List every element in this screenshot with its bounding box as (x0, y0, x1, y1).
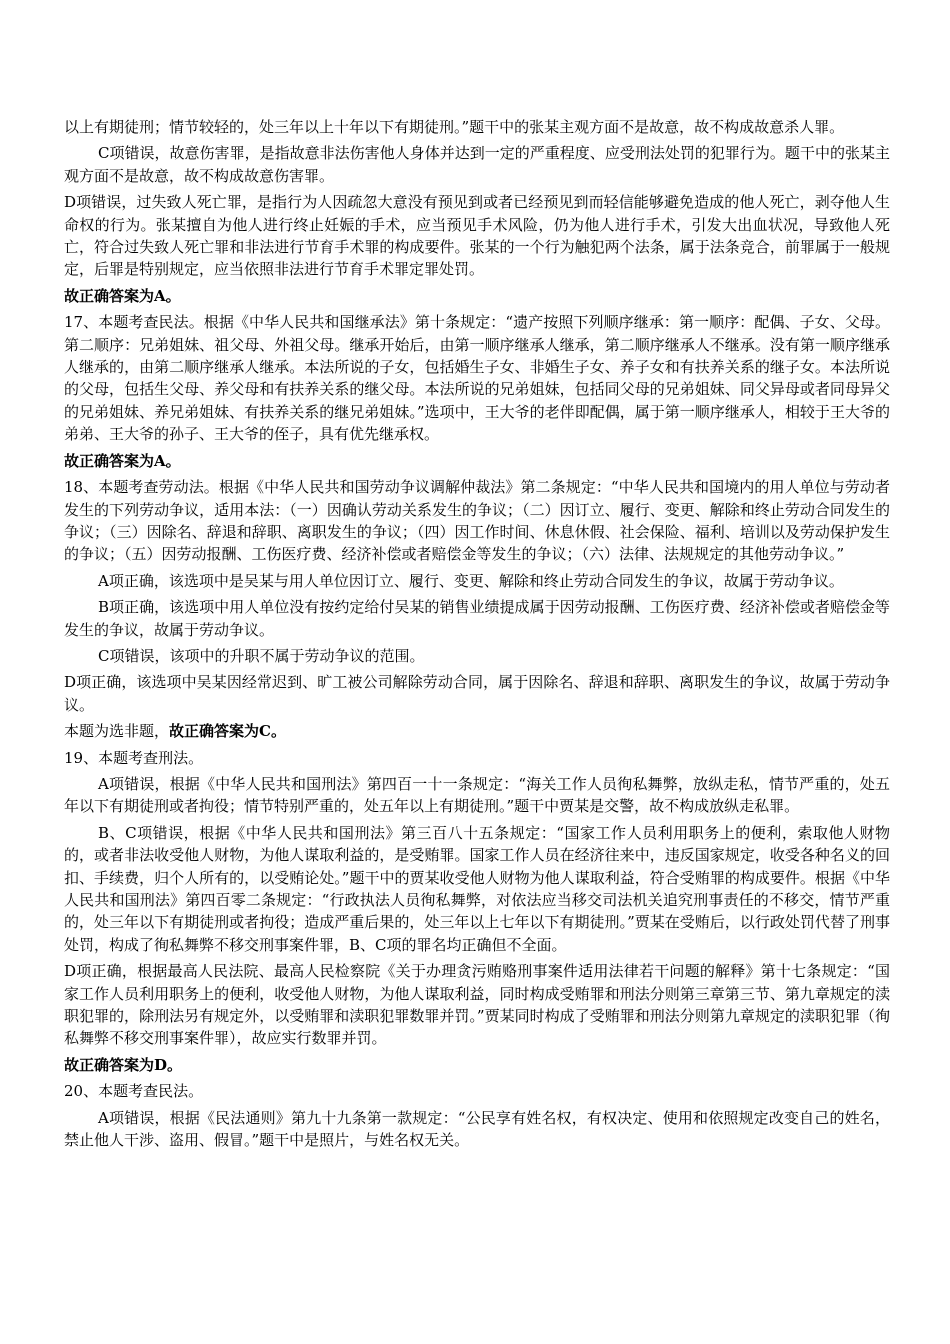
paragraph-19a: A项错误，根据《中华人民共和国刑法》第四百一十一条规定：“海关工作人员徇私舞弊，放纵走私，情节严重的，处五年以下有期徒刑或者拘役；情节特别严重的，处五年以上有期徒刑。”题干中贾某是交警，故不构成放纵走私罪。 (64, 774, 890, 816)
answer-18-text: 故正确答案为C。 (169, 722, 286, 741)
paragraph-18c: C项错误，该项中的升职不属于劳动争议的范围。 (98, 646, 425, 665)
paragraph-19d: D项正确，根据最高人民法院、最高人民检察院《关于办理贪污贿赂刑事案件适用法律若干问题的解释》第十七条规定：“国家工作人员利用职务上的便利，收受他人财物，为他人谋取利益，同时构成受贿罪和刑法分则第三章第三节、第九章规定的渎职犯罪的，除刑法另有规定外，以受贿罪和渎职犯罪数罪并罚。”贾某同时构成了受贿罪和刑法分则第九章规定的渎职犯罪（徇私舞弊不移交刑事案件罪），故应实行数罪并罚。 (64, 962, 890, 1048)
paragraph-18d: D项正确，该选项中吴某因经常迟到、旷工被公司解除劳动合同，属于因除名、辞退和辞职、离职发生的争议，故属于劳动争议。 (64, 673, 890, 714)
paragraph-17: 17、本题考查民法。根据《中华人民共和国继承法》第十条规定：“遗产按照下列顺序继承：第一顺序：配偶、子女、父母。第二顺序：兄弟姐妹、祖父母、外祖父母。继承开始后，由第一顺序继承人继承，第二顺序继承人不继承。没有第一顺序继承人继承的，由第二顺序继承人继承。本法所说的子女，包括婚生子女、非婚生子女、养子女和有扶养关系的继子女。本法所说的父母，包括生父母、养父母和有扶养关系的继父母。本法所说的兄弟姐妹，包括同父母的兄弟姐妹、同父异母或者同母异父的兄弟姐妹、养兄弟姐妹、有扶养关系的继兄弟姐妹。”选项中，王大爷的老伴即配偶，属于第一顺序继承人，相较于王大爷的弟弟、王大爷的孙子、王大爷的侄子，具有优先继承权。 (64, 313, 890, 444)
paragraph-20a: A项错误，根据《民法通则》第九十九条第一款规定：“公民享有姓名权，有权决定、使用和依照规定改变自己的姓名，禁止他人干涉、盗用、假冒。”题干中是照片，与姓名权无关。 (64, 1108, 890, 1150)
answer-16: 故正确答案为A。 (64, 286, 181, 305)
paragraph-19: 19、本题考查刑法。 (64, 748, 204, 767)
paragraph-18a: A项正确，该选项中是吴某与用人单位因订立、履行、变更、解除和终止劳动合同发生的争议，故属于劳动争议。 (98, 571, 844, 590)
paragraph-16b-continuation: 以上有期徒刑；情节较轻的，处三年以上十年以下有期徒刑。”题干中的张某主观方面不是故意，故不构成故意杀人罪。 (64, 118, 845, 136)
paragraph-16d: D项错误，过失致人死亡罪，是指行为人因疏忽大意没有预见到或者已经预见到而轻信能够避免造成的他人死亡，剥夺他人生命权的行为。张某擅自为他人进行终止妊娠的手术，应当预见手术风险，仍为他人进行手术，引发大出血状况，导致他人死亡，符合过失致人死亡罪和非法进行节育手术罪的构成要件。张某的一个行为触犯两个法条，属于法条竞合，前罪属于一般规定，后罪是特别规定，应当依照非法进行节育手术罪定罪处罚。 (64, 193, 890, 279)
paragraph-18b: B项正确，该选项中用人单位没有按约定给付吴某的销售业绩提成属于因劳动报酬、工伤医疗费、经济补偿或者赔偿金等发生的争议，故属于劳动争议。 (64, 598, 890, 639)
paragraph-16c: C项错误，故意伤害罪，是指故意非法伤害他人身体并达到一定的严重程度、应受刑法处罚的犯罪行为。题干中的张某主观方面不是故意，故不构成故意伤害罪。 (64, 144, 890, 185)
paragraph-18: 18、本题考查劳动法。根据《中华人民共和国劳动争议调解仲裁法》第二条规定：“中华人民共和国境内的用人单位与劳动者发生的下列劳动争议，适用本法：（一）因确认劳动关系发生的争议；（二）因订立、履行、变更、解除和终止劳动合同发生的争议；（三）因除名、辞退和辞职、离职发生的争议；（四）因工作时间、休息休假、社会保险、福利、培训以及劳动保护发生的争议；（五）因劳动报酬、工伤医疗费、经济补偿或者赔偿金等发生的争议；（六）法律、法规规定的其他劳动争议。” (64, 478, 890, 564)
paragraph-19bc: B、C项错误，根据《中华人民共和国刑法》第三百八十五条规定：“国家工作人员利用职务上的便利，索取他人财物的，或者非法收受他人财物，为他人谋取利益的，是受贿罪。国家工作人员在经济往来中，违反国家规定，收受各种名义的回扣、手续费，归个人所有的，以受贿论处。”题干中的贾某收受他人财物为他人谋取利益，符合受贿罪的构成要件。根据《中华人民共和国刑法》第四百零二条规定：“行政执法人员徇私舞弊，对依法应当移交司法机关追究刑事责任的不移交，情节严重的，处三年以下有期徒刑或者拘役；造成严重后果的，处三年以上七年以下有期徒刑。”贾某在受贿后，以行政处罚代替了刑事处罚，构成了徇私舞弊不移交刑事案件罪，B、C项的罪名均正确但不全面。 (64, 823, 890, 954)
answer-17: 故正确答案为A。 (64, 451, 181, 470)
answer-18-lead: 本题为选非题， (64, 722, 170, 741)
answer-18 (64, 720, 890, 742)
paragraph-20: 20、本题考查民法。 (64, 1082, 204, 1101)
answer-19: 故正确答案为D。 (64, 1055, 183, 1074)
